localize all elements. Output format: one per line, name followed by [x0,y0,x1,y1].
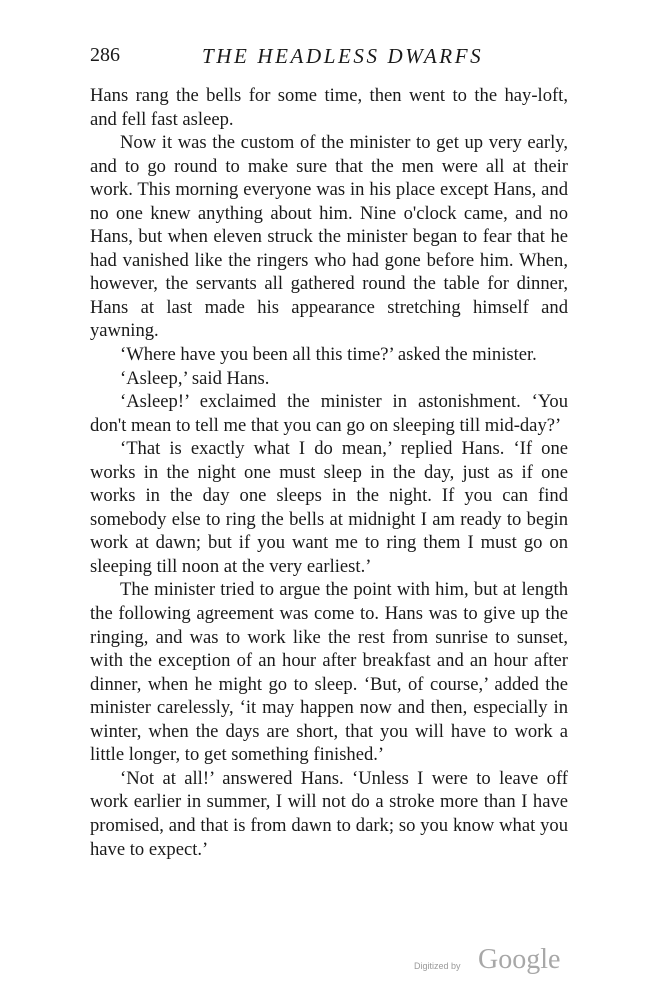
paragraph-8: ‘Not at all!’ answered Hans. ‘Unless I were to leave off work earlier in summer, I will not do a stroke more than I have promised, and that is from dawn to dark; so you know what you have to expect.’ [90,767,568,860]
paragraph-4: ‘Asleep,’ said Hans. [120,367,270,389]
paragraph-7: The minister tried to argue the point with him, but at length the following agreement was come to. Hans was to give up the ringing, and was to work like the rest from sunrise to sunset, with the exception of an hour after breakfast and an hour after dinner, when he might go to sleep. ‘But, of course,’ added the minister carelessly, ‘it may happen now and then, especially in winter, when the days are short, that you will have to work a little longer, to get something finished.’ [90,579,568,766]
paragraph-5: ‘Asleep!’ exclaimed the minister in astonishment. ‘You don't mean to tell me that you can go on sleeping till mid-day?’ [90,391,568,436]
paragraph-3: ‘Where have you been all this time?’ asked the minister. [120,344,537,366]
digitized-by-label: Digitized by [414,961,461,971]
paragraph-6: ‘That is exactly what I do mean,’ replied Hans. ‘If one works in the night one must sleep in the day, just as if one works in the day one sleeps in the night. If you can find somebody else to ring the bells at midnight I am ready to begin work at dawn; but if you want me to ring them I must go on sleeping till noon at the very earliest.’ [90,438,568,577]
page-number: 286 [90,44,120,66]
body-text [90,84,568,861]
running-head [90,44,568,74]
digitization-watermark [414,944,614,980]
google-logo: Google [478,944,561,975]
chapter-title: THE HEADLESS DWARFS [202,44,484,68]
paragraph-1: Hans rang the bells for some time, then went to the hay-loft, and fell fast asleep. [90,85,568,130]
paragraph-2: Now it was the custom of the minister to get up very early, and to go round to make sure that the men were all at their work. This morning everyone was in his place except Hans, and no one knew anything about him. Nine o'clock came, and no Hans, but when eleven struck the minister began to fear that he had vanished like the ringers who had gone before him. When, however, the servants all gathered round the table for dinner, Hans at last made his appearance stretching himself and yawning. [90,132,568,342]
